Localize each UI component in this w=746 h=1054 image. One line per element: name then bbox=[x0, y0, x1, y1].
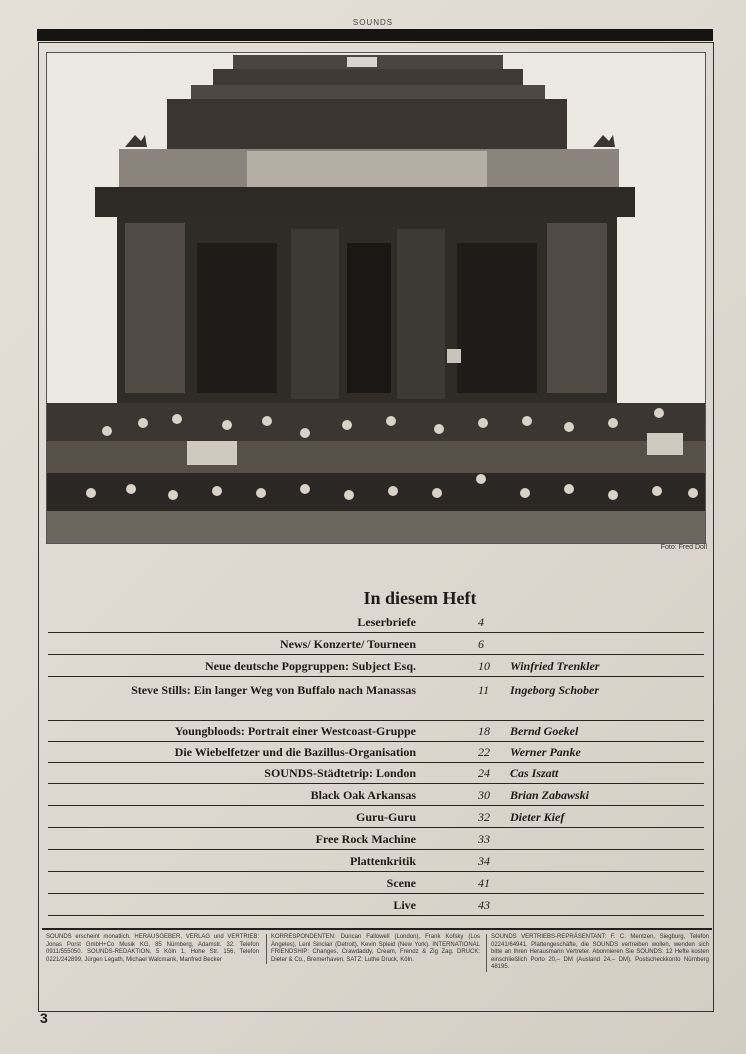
toc-row-page: 22 bbox=[478, 745, 490, 759]
table-of-contents bbox=[48, 612, 704, 916]
header-rule bbox=[37, 29, 713, 41]
imprint-correspondents: KORRESPONDENTEN: Duncan Fallowell (London), Frank Kofsky (Los Angeles), Lenl Sinclair (Detroit), Kevin Spleid (New York). INTERNATIONAL FRIENDSHIP: Changes, Crawdaddy, Cream, Frendz & Zig Zag. DRUCK: Dieter & Co., Bremerhaven. SATZ: Luthe Druck, Köln. bbox=[266, 934, 480, 964]
toc-row-page: 32 bbox=[478, 810, 490, 824]
magazine-header: SOUNDS bbox=[352, 18, 394, 27]
toc-title: In diesem Heft bbox=[363, 588, 477, 608]
toc-row bbox=[48, 806, 704, 828]
page-number: 3 bbox=[40, 1010, 48, 1026]
imprint-box bbox=[42, 928, 712, 1008]
toc-row-page: 30 bbox=[478, 788, 490, 802]
toc-row bbox=[48, 894, 704, 916]
toc-row-title: Steve Stills: Ein langer Weg von Buffalo nach Manassas bbox=[131, 683, 416, 697]
toc-row bbox=[48, 655, 704, 677]
toc-row-title: Scene bbox=[386, 876, 416, 890]
toc-row-title: Youngbloods: Portrait einer Westcoast-Gruppe bbox=[174, 724, 416, 738]
toc-row-title: Black Oak Arkansas bbox=[310, 788, 416, 802]
toc-row bbox=[48, 763, 704, 784]
toc-row-page: 10 bbox=[478, 659, 490, 673]
toc-row bbox=[48, 677, 704, 721]
toc-row-page: 41 bbox=[478, 876, 490, 890]
toc-row-title: Plattenkritik bbox=[350, 854, 416, 868]
toc-row-page: 18 bbox=[478, 724, 490, 738]
toc-row-author: Brian Zabawski bbox=[510, 788, 590, 802]
toc-row bbox=[48, 721, 704, 742]
toc-row bbox=[48, 872, 704, 894]
toc-row-author: Ingeborg Schober bbox=[510, 683, 600, 697]
toc-row-title: Neue deutsche Popgruppen: Subject Esq. bbox=[204, 659, 416, 673]
toc-row-page: 4 bbox=[478, 615, 484, 629]
monument-illustration bbox=[47, 53, 705, 543]
toc-row-page: 43 bbox=[478, 898, 490, 912]
toc-row bbox=[48, 784, 704, 806]
toc-row-author: Bernd Goekel bbox=[510, 724, 579, 738]
toc-row-author: Winfried Trenkler bbox=[510, 659, 600, 673]
photo-credit: Foto: Fred Doll bbox=[660, 544, 707, 551]
toc-row-page: 6 bbox=[478, 637, 484, 651]
toc-row-title: News/ Konzerte/ Tourneen bbox=[280, 637, 416, 651]
toc-row-title: Free Rock Machine bbox=[315, 832, 416, 846]
toc-row-page: 11 bbox=[478, 683, 490, 697]
toc-row-title: Live bbox=[393, 898, 416, 912]
imprint-sales: SOUNDS VERTRIEBS-REPRÄSENTANT: F. C. Mentzen, Siegburg, Telefon 02241/64941. Plattengeschäfte, die SOUNDS vertreiben wollen, wenden sich bitte an Ihren Herausmann Vertreter. Abonnieren Sie SOUNDS: 12 Hefte kosten einschließlich Porto 20,– DM (Ausland 24,– DM). Postscheckkonto Nürnberg 48195. bbox=[486, 934, 709, 972]
toc-row-author: Dieter Kief bbox=[510, 810, 565, 824]
toc-row-title: SOUNDS-Städtetrip: London bbox=[264, 766, 416, 780]
toc-row-title: Die Wiebelfetzer und die Bazillus-Organisation bbox=[174, 745, 416, 759]
toc-row-page: 33 bbox=[478, 832, 490, 846]
toc-row bbox=[48, 633, 704, 655]
imprint-publisher: SOUNDS erscheint monatlich. HERAUSGEBER, VERLAG und VERTRIEB: Jonas Porst GmbH+Co Musik KG, 85 Nürnberg, Adamstr. 32. Telefon 0911/555050. SOUNDS-REDAKTION, 5 Köln 1, Hohe Str. 156, Telefon 0221/242899, Jürgen Legath, Michael Walcmank, Manfred Becker bbox=[46, 934, 259, 963]
toc-row bbox=[48, 742, 704, 763]
toc-row-page: 34 bbox=[478, 854, 490, 868]
toc-row-author: Werner Panke bbox=[510, 745, 581, 759]
toc-row bbox=[48, 850, 704, 872]
monument-photo bbox=[46, 52, 706, 544]
toc-row-title: Leserbriefe bbox=[357, 615, 416, 629]
toc-row bbox=[48, 612, 704, 633]
toc-row bbox=[48, 828, 704, 850]
toc-row-page: 24 bbox=[478, 766, 490, 780]
toc-row-author: Cas Iszatt bbox=[510, 766, 559, 780]
toc-row-title: Guru-Guru bbox=[355, 810, 416, 824]
